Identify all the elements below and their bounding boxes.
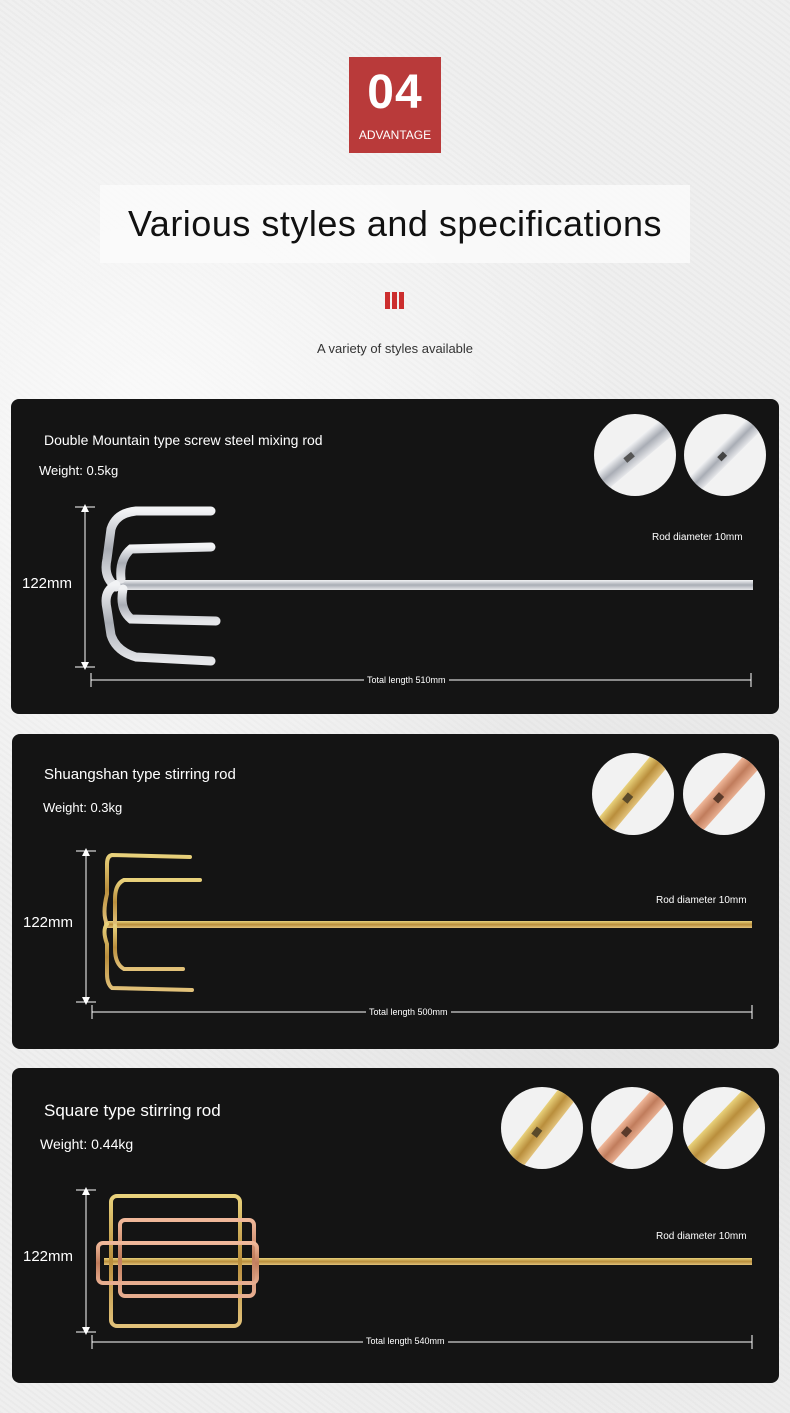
product-weight: Weight: 0.5kg [39, 463, 119, 478]
height-dimension: 122mm [23, 914, 74, 931]
section-badge [349, 57, 441, 153]
product-title: Double Mountain type screw steel mixing rod [44, 432, 323, 448]
total-length-label: Total length 500mm [366, 1007, 451, 1017]
rod-diameter-label: Rod diameter 10mm [656, 1231, 747, 1242]
page-subtitle: A variety of styles available [316, 341, 474, 356]
rod-diameter-label: Rod diameter 10mm [652, 532, 743, 543]
total-length-label: Total length 510mm [364, 675, 449, 685]
badge-number: 04 [367, 66, 423, 119]
product-card-shuangshan [12, 734, 779, 1049]
rod-diameter-label: Rod diameter 10mm [656, 895, 747, 906]
product-weight: Weight: 0.44kg [40, 1136, 134, 1152]
page-title: Various styles and specifications [100, 185, 690, 263]
product-card-double-mountain [11, 399, 779, 714]
accent-bars-icon [385, 292, 406, 314]
product-card-square [12, 1068, 779, 1383]
height-dimension: 122mm [23, 1248, 74, 1265]
height-dimension: 122mm [22, 575, 73, 592]
product-weight: Weight: 0.3kg [43, 800, 123, 815]
double-mountain-rod-illustration [11, 399, 779, 714]
badge-label: ADVANTAGE [358, 128, 432, 142]
shuangshan-rod-illustration [12, 734, 779, 1049]
total-length-label: Total length 540mm [363, 1336, 448, 1346]
product-title: Shuangshan type stirring rod [44, 766, 236, 783]
product-title: Square type stirring rod [44, 1101, 221, 1120]
